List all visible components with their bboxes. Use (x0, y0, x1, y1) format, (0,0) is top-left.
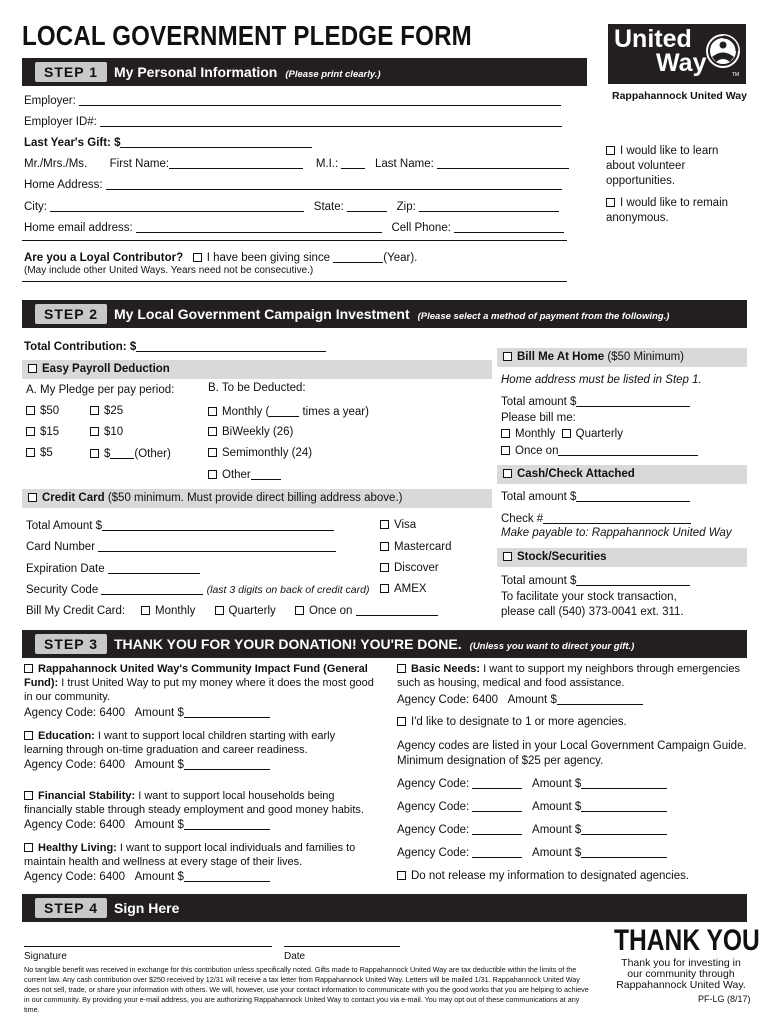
step1-header (22, 58, 587, 86)
state-label: State: (313, 201, 344, 213)
healthy-amount-field[interactable] (184, 870, 270, 882)
stock-section (497, 548, 747, 567)
date-label: Date (284, 951, 306, 962)
amount-50-checkbox[interactable] (26, 406, 35, 415)
amount-15-label: $15 (40, 426, 60, 438)
loyal-label: I have been giving since (206, 252, 331, 264)
step2-note: (Please select a method of payment from the following.) (417, 311, 670, 322)
healthy-agency-row (24, 870, 270, 883)
impact-fund-checkbox[interactable] (24, 664, 33, 673)
loyal-question: Are you a Loyal Contributor? (24, 252, 184, 264)
impact-amount-label: Amount $ (134, 707, 184, 719)
first-name-field[interactable] (169, 157, 303, 169)
mastercard-label: Mastercard (394, 541, 452, 553)
step2-title-text: My Local Government Campaign Investment (114, 306, 410, 322)
bill-me-quarterly-label: Quarterly (575, 428, 623, 440)
stock-total-field[interactable] (576, 574, 690, 586)
cash-check-checkbox[interactable] (503, 469, 512, 478)
deduct-monthly-label: Monthly ( (222, 406, 270, 418)
amount-other[interactable] (90, 447, 171, 460)
codes-listed: Agency codes are listed in your Local Government Campaign Guide. (397, 740, 747, 752)
deduct-times-label: times a year) (299, 406, 369, 418)
visa-label: Visa (394, 519, 417, 531)
step1-note: (Please print clearly.) (285, 69, 381, 80)
amex-checkbox[interactable] (380, 584, 389, 593)
visa-checkbox[interactable] (380, 520, 389, 529)
do-not-release-label: Do not release my information to designated agencies. (411, 870, 690, 882)
volunteer-label: I would like to learn about volunteer opportunities. (606, 145, 719, 187)
bill-me-once-checkbox[interactable] (501, 446, 510, 455)
cc-total-row (26, 519, 334, 532)
signature-line[interactable] (24, 946, 272, 947)
amount-10[interactable] (90, 426, 123, 438)
basic-agency-label: Agency Code: 6400 (397, 694, 499, 706)
payroll-label: Easy Payroll Deduction (42, 363, 170, 375)
stock-facilitate: To facilitate your stock transaction, (501, 591, 677, 603)
employer-id-field[interactable] (100, 115, 562, 127)
deduct-semimonthly-label: Semimonthly (24) (222, 447, 313, 459)
united-way-logo (608, 24, 746, 84)
basic-agency-row (397, 693, 643, 706)
agency-code-field[interactable] (472, 800, 522, 812)
city-row (24, 200, 559, 213)
home-address-row (24, 178, 562, 191)
credit-card-section (22, 489, 492, 508)
amount-50-label: $50 (40, 405, 60, 417)
deduct-semimonthly-checkbox[interactable] (208, 448, 217, 457)
education-text: I want to support local children starting with early learning through on-time graduation and career readiness. (24, 730, 336, 756)
volunteer-checkbox[interactable] (606, 146, 615, 155)
stock-checkbox[interactable] (503, 552, 512, 561)
loyal-checkbox[interactable] (193, 253, 202, 262)
financial-text: I want to support local households being financially stable through steady employment and good money habits. (24, 790, 364, 816)
city-field[interactable] (50, 200, 304, 212)
bill-card-monthly-label: Monthly (155, 605, 196, 617)
step1-badge: STEP 1 (35, 62, 107, 82)
agency-row-1 (397, 777, 667, 790)
form-code: PF-LG (8/17) (698, 994, 751, 1004)
pledge-per-pay: A. My Pledge per pay period: (26, 384, 175, 396)
deduct-other[interactable] (208, 468, 281, 481)
logo-text-united: United (614, 25, 692, 53)
to-be-deducted: B. To be Deducted: (208, 382, 306, 394)
mastercard-checkbox[interactable] (380, 542, 389, 551)
agency-row-3 (397, 823, 667, 836)
logo-text-way: Way (656, 49, 707, 77)
financial-agency-label: Agency Code: 6400 (24, 819, 126, 831)
amount-25-label: $25 (104, 405, 124, 417)
agency-amount-label: Amount $ (532, 824, 582, 836)
check-number-label: Check # (501, 513, 544, 525)
discover-label: Discover (394, 562, 439, 574)
anonymous-label: I would like to remain anonymous. (606, 197, 729, 224)
financial-title: Financial Stability: (38, 790, 136, 802)
cash-total-field[interactable] (576, 490, 690, 502)
education-agency-row (24, 758, 270, 771)
healthy-fund (24, 841, 374, 869)
home-listed-note: Home address must be listed in Step 1. (501, 374, 702, 386)
card-visa[interactable] (380, 519, 416, 531)
step2-header (22, 300, 747, 328)
amount-50[interactable] (26, 405, 59, 417)
last-year-gift-field[interactable] (120, 136, 312, 148)
total-contribution-label: Total Contribution: $ (24, 341, 137, 353)
education-amount-field[interactable] (184, 758, 270, 770)
deduct-monthly[interactable] (208, 405, 369, 418)
employer-field[interactable] (79, 94, 561, 106)
amount-10-checkbox[interactable] (90, 427, 99, 436)
minimum-designation: Minimum designation of $25 per agency. (397, 755, 604, 767)
deduct-biweekly[interactable] (208, 426, 293, 438)
payroll-section (22, 360, 492, 379)
amount-5[interactable] (26, 447, 53, 459)
deduct-other-label: Other (222, 469, 251, 481)
step1-title (114, 64, 381, 80)
healthy-title: Healthy Living: (38, 842, 117, 854)
agency-row-4 (397, 846, 667, 859)
salutation-label: Mr./Mrs./Ms. (24, 158, 88, 170)
impact-agency-label: Agency Code: 6400 (24, 707, 126, 719)
agency-code-field[interactable] (472, 777, 522, 789)
email-row (24, 221, 564, 234)
impact-fund-text: I trust United Way to put my money where it does the most good in our community. (24, 677, 374, 703)
signature-label: Signature (24, 951, 67, 962)
basic-needs-text: I want to support my neighbors through emergencies such as housing, medical and food assistance. (397, 663, 740, 689)
step1-title-text: My Personal Information (114, 64, 278, 80)
disclaimer: No tangible benefit was received in exchange for this contribution unless specifically noted. Gifts made to Rappahannock United Way are tax deductible within the limits of the current law. Any cash contribution over $250 received by 12/31 will receive a tax letter from Rappahannock United Way. Letters will be mailed 1/31. Rappahannock United Way does not sell, trade, or share your information with others. We will, however, use your contact information to communicate with you the good works that you are helping to achieve in our community. By providing your e-mail address, you are authorizing Rappahannock United Way to contact you via e-mail. You may opt out of these communications at any time. (24, 965, 589, 1014)
agency-row-2 (397, 800, 667, 813)
zip-label: Zip: (396, 201, 416, 213)
bill-me-frequency-row (501, 428, 623, 440)
last-year-gift-label: Last Year's Gift: $ (24, 137, 121, 149)
thank-you-text: Thank you for investing in our community through Rappahannock United Way. (616, 957, 746, 991)
thank-you-heading: THANK YOU (614, 924, 760, 957)
financial-amount-field[interactable] (184, 818, 270, 830)
amount-other-label: (Other) (134, 448, 171, 460)
impact-agency-row (24, 706, 270, 719)
healthy-text: I want to support local individuals and families to maintain health and wellness at every stage of their lives. (24, 842, 356, 868)
financial-fund (24, 789, 384, 817)
total-contribution-field[interactable] (136, 340, 326, 352)
volunteer-option[interactable] (606, 144, 746, 189)
last-name-label: Last Name: (375, 158, 434, 170)
step3-header (22, 630, 747, 658)
basic-amount-field[interactable] (557, 693, 643, 705)
city-label: City: (24, 201, 47, 213)
designate-checkbox[interactable] (397, 717, 406, 726)
check-number-field[interactable] (543, 512, 691, 524)
amount-5-label: $5 (40, 447, 53, 459)
card-discover[interactable] (380, 562, 439, 574)
agency-amount-field[interactable] (581, 823, 667, 835)
credit-card-checkbox[interactable] (28, 493, 37, 502)
education-title: Education: (38, 730, 95, 742)
bill-me-note: ($50 Minimum) (607, 351, 684, 363)
agency-code-field[interactable] (472, 823, 522, 835)
amount-other-checkbox[interactable] (90, 449, 99, 458)
amount-25[interactable] (90, 405, 123, 417)
cc-total-label: Total Amount $ (26, 520, 103, 532)
education-fund (24, 729, 374, 757)
employer-label: Employer: (24, 95, 76, 107)
bill-me-checkbox[interactable] (503, 352, 512, 361)
step3-badge: STEP 3 (35, 634, 107, 654)
agency-code-label: Agency Code: (397, 801, 470, 813)
payable-note: Make payable to: Rappahannock United Way (501, 527, 732, 539)
mi-label: M.I.: (315, 158, 339, 170)
card-number-field[interactable] (98, 540, 336, 552)
credit-card-note: ($50 minimum. Must provide direct billing address above.) (107, 492, 403, 504)
bill-me-once-field[interactable] (558, 444, 698, 456)
card-number-row (26, 540, 336, 553)
cell-phone-label: Cell Phone: (391, 222, 451, 234)
discover-checkbox[interactable] (380, 563, 389, 572)
bill-card-row (26, 604, 438, 617)
amount-10-label: $10 (104, 426, 124, 438)
bill-me-once-label: Once on (515, 445, 559, 457)
logo-tm: TM (732, 72, 740, 78)
healthy-agency-label: Agency Code: 6400 (24, 871, 126, 883)
basic-needs-title: Basic Needs: (411, 663, 481, 675)
step2-badge: STEP 2 (35, 304, 107, 324)
stock-total-row (501, 574, 690, 587)
basic-amount-label: Amount $ (507, 694, 557, 706)
agency-code-label: Agency Code: (397, 847, 470, 859)
home-address-field[interactable] (106, 178, 562, 190)
impact-fund-title: Rappahannock United Way's Community Impact Fund (General Fund): (24, 663, 368, 689)
basic-needs-checkbox[interactable] (397, 664, 406, 673)
bill-card-once-field[interactable] (356, 604, 438, 616)
agency-amount-field[interactable] (581, 777, 667, 789)
bill-me-monthly-label: Monthly (515, 428, 556, 440)
amount-other-dollar: $ (104, 448, 111, 460)
last-name-field[interactable] (437, 157, 569, 169)
date-line[interactable] (284, 946, 400, 947)
loyal-year-field[interactable] (333, 251, 383, 263)
amount-15[interactable] (26, 426, 59, 438)
name-row (24, 157, 569, 170)
expiration-field[interactable] (108, 562, 200, 574)
cash-total-row (501, 490, 690, 503)
amount-15-checkbox[interactable] (26, 427, 35, 436)
step4-title: Sign Here (114, 900, 180, 916)
employer-id-row (24, 115, 562, 128)
employer-id-label: Employer ID#: (24, 116, 97, 128)
logo-caption: Rappahannock United Way (612, 90, 747, 102)
amount-25-checkbox[interactable] (90, 406, 99, 415)
agency-amount-label: Amount $ (532, 778, 582, 790)
cash-check-section (497, 465, 747, 484)
financial-checkbox[interactable] (24, 791, 33, 800)
step2-title (114, 306, 669, 322)
do-not-release-checkbox[interactable] (397, 871, 406, 880)
financial-amount-label: Amount $ (134, 819, 184, 831)
deduct-biweekly-label: BiWeekly (26) (222, 426, 294, 438)
bill-me-label: Bill Me At Home (517, 351, 605, 363)
basic-needs (397, 662, 747, 690)
step3-note: (Unless you want to direct your gift.) (469, 641, 635, 652)
home-email-field[interactable] (136, 221, 382, 233)
expiration-row (26, 562, 200, 575)
bill-card-once-label: Once on (308, 605, 353, 617)
agency-code-label: Agency Code: (397, 778, 470, 790)
education-agency-label: Agency Code: 6400 (24, 759, 126, 771)
zip-field[interactable] (419, 200, 559, 212)
financial-agency-row (24, 818, 270, 831)
employer-row (24, 94, 561, 107)
step4-badge: STEP 4 (35, 898, 107, 918)
bill-card-once-checkbox[interactable] (295, 606, 304, 615)
deduct-other-field[interactable] (251, 468, 281, 480)
deduct-semimonthly[interactable] (208, 447, 312, 459)
security-code-row (26, 583, 369, 596)
cell-phone-field[interactable] (454, 221, 564, 233)
agency-amount-field[interactable] (581, 846, 667, 858)
deduct-biweekly-checkbox[interactable] (208, 427, 217, 436)
stock-label: Stock/Securities (517, 551, 607, 563)
card-mastercard[interactable] (380, 541, 452, 553)
loyal-row (24, 251, 417, 264)
state-field[interactable] (347, 200, 387, 212)
home-email-label: Home email address: (24, 222, 133, 234)
bill-card-quarterly-checkbox[interactable] (215, 606, 224, 615)
designate-label: I'd like to designate to 1 or more agencies. (411, 716, 627, 728)
first-name-label: First Name: (109, 158, 170, 170)
deduct-monthly-checkbox[interactable] (208, 407, 217, 416)
bill-me-monthly-checkbox[interactable] (501, 429, 510, 438)
bill-card-label: Bill My Credit Card: (26, 605, 126, 617)
loyal-year-label: (Year). (383, 252, 418, 264)
security-code-field[interactable] (101, 583, 203, 595)
security-note: (last 3 digits on back of credit card) (206, 584, 370, 596)
bill-card-monthly-checkbox[interactable] (141, 606, 150, 615)
deduct-other-checkbox[interactable] (208, 470, 217, 479)
card-amex[interactable] (380, 583, 427, 595)
impact-fund (24, 662, 374, 704)
stock-total-label: Total amount $ (501, 575, 577, 587)
mi-field[interactable] (341, 157, 365, 169)
cash-check-label: Cash/Check Attached (517, 468, 635, 480)
impact-amount-field[interactable] (184, 706, 270, 718)
home-address-label: Home Address: (24, 179, 103, 191)
united-way-hand-icon (704, 32, 742, 70)
education-checkbox[interactable] (24, 731, 33, 740)
amex-label: AMEX (394, 583, 427, 595)
total-contribution-row (24, 340, 326, 353)
agency-code-field[interactable] (472, 846, 522, 858)
step4-header (22, 894, 747, 922)
divider (22, 240, 567, 241)
do-not-release-option[interactable] (397, 870, 689, 882)
healthy-amount-label: Amount $ (134, 871, 184, 883)
last-year-gift-row (24, 136, 312, 149)
step3-title-text: THANK YOU FOR YOUR DONATION! YOU'RE DONE. (114, 636, 462, 652)
bill-me-total-row (501, 395, 690, 408)
loyal-note: (May include other United Ways. Years need not be consecutive.) (24, 265, 314, 276)
education-amount-label: Amount $ (134, 759, 184, 771)
healthy-checkbox[interactable] (24, 843, 33, 852)
agency-amount-field[interactable] (581, 800, 667, 812)
amount-other-field[interactable] (110, 447, 134, 459)
anonymous-checkbox[interactable] (606, 198, 615, 207)
designate-option[interactable] (397, 716, 627, 728)
agency-amount-label: Amount $ (532, 847, 582, 859)
bill-me-total-field[interactable] (576, 395, 690, 407)
bill-me-total-label: Total amount $ (501, 396, 577, 408)
payroll-checkbox[interactable] (28, 364, 37, 373)
bill-me-quarterly-checkbox[interactable] (562, 429, 571, 438)
agency-amount-label: Amount $ (532, 801, 582, 813)
deduct-times-field[interactable] (269, 405, 299, 417)
card-number-label: Card Number (26, 541, 96, 553)
please-bill-label: Please bill me: (501, 412, 576, 424)
bill-me-section (497, 348, 747, 367)
step3-title (114, 636, 634, 652)
expiration-label: Expiration Date (26, 563, 105, 575)
bill-card-quarterly-label: Quarterly (228, 605, 276, 617)
bill-me-once-row (501, 444, 698, 457)
stock-call: please call (540) 373-0041 ext. 311. (501, 606, 684, 618)
agency-code-label: Agency Code: (397, 824, 470, 836)
amount-5-checkbox[interactable] (26, 448, 35, 457)
page-title: LOCAL GOVERNMENT PLEDGE FORM (22, 20, 472, 51)
credit-card-label: Credit Card (42, 492, 105, 504)
security-code-label: Security Code (26, 584, 99, 596)
cash-total-label: Total amount $ (501, 491, 577, 503)
check-number-row (501, 512, 691, 525)
cc-total-field[interactable] (102, 519, 334, 531)
divider (22, 281, 567, 282)
anonymous-option[interactable] (606, 196, 746, 226)
